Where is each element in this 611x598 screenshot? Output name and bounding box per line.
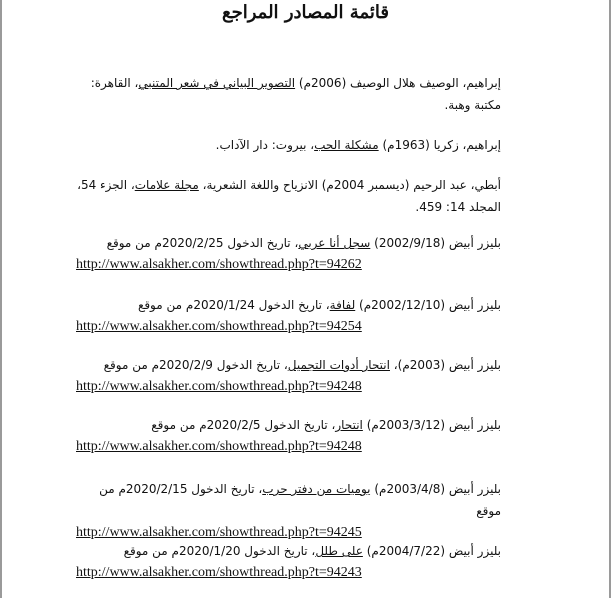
reference-work-title: على طلل — [315, 544, 363, 558]
reference-work-title: مجلة علامات — [134, 178, 199, 192]
reference-text: ، تاريخ الدخول 2020/1/24م من موقع — [137, 298, 330, 312]
reference-entry — [76, 478, 501, 544]
reference-text: ، تاريخ الدخول 2020/2/9م من موقع — [103, 358, 288, 372]
reference-url-link[interactable]: http://www.alsakher.com/showthread.php?t=94248 — [76, 379, 362, 394]
reference-work-title: يوميات من دفتر حرب — [262, 482, 371, 496]
reference-work-title: مشكلة الحب — [314, 138, 379, 152]
reference-url-link[interactable]: http://www.alsakher.com/showthread.php?t=94248 — [76, 439, 362, 454]
reference-entry — [76, 232, 501, 276]
reference-entry — [76, 134, 501, 156]
reference-entry — [76, 414, 501, 458]
reference-text: بليزر أبيض (2002/9/18) — [370, 236, 501, 250]
reference-text: ، تاريخ الدخول 2020/1/20م من موقع — [123, 544, 316, 558]
reference-text: أبطي، عبد الرحيم (ديسمبر 2004م) الانزياح واللغة الشعرية، — [198, 178, 501, 192]
reference-entry — [76, 354, 501, 398]
reference-text: ، تاريخ الدخول 2020/2/25م من موقع — [106, 236, 299, 250]
reference-url-link[interactable]: http://www.alsakher.com/showthread.php?t=94243 — [76, 565, 362, 580]
reference-text: بليزر أبيض (2003م)، — [389, 358, 501, 372]
page-title: قائمة المصادر المراجع — [222, 2, 389, 23]
reference-text: ، الجزء 54، المجلد 14: 459. — [77, 178, 501, 214]
reference-text: ، القاهرة: مكتبة وهبة. — [90, 76, 501, 112]
reference-url-link[interactable]: http://www.alsakher.com/showthread.php?t=94262 — [76, 257, 362, 272]
reference-text: بليزر أبيض (2002/12/10م) — [355, 298, 501, 312]
reference-text: إبراهيم، الوصيف هلال الوصيف (2006م) — [295, 76, 501, 90]
reference-text: ، تاريخ الدخول 2020/2/5م من موقع — [151, 418, 336, 432]
reference-text: بليزر أبيض (2003/3/12م) — [362, 418, 501, 432]
reference-text: ، بيروت: دار الآداب. — [215, 138, 315, 152]
reference-text: بليزر أبيض (2004/7/22م) — [362, 544, 501, 558]
reference-work-title: سجل أنا عربي — [298, 236, 371, 250]
reference-work-title: التصوير البياني في شعر المتنبي — [138, 76, 296, 90]
reference-entry — [76, 294, 501, 338]
reference-entry — [76, 72, 501, 116]
reference-text: بليزر أبيض (2003/4/8م) — [370, 482, 501, 496]
reference-entry — [76, 174, 501, 218]
reference-work-title: انتحار — [335, 418, 363, 432]
reference-url-link[interactable]: http://www.alsakher.com/showthread.php?t=94245 — [76, 525, 362, 540]
reference-url-link[interactable]: http://www.alsakher.com/showthread.php?t=94254 — [76, 319, 362, 334]
reference-text: ، تاريخ الدخول 2020/2/15م من موقع — [99, 482, 501, 518]
reference-text: إبراهيم، زكريا (1963م) — [378, 138, 501, 152]
reference-work-title: انتحار أدوات التجميل — [287, 358, 390, 372]
reference-entry — [76, 540, 501, 584]
reference-work-title: لفافة — [329, 298, 356, 312]
